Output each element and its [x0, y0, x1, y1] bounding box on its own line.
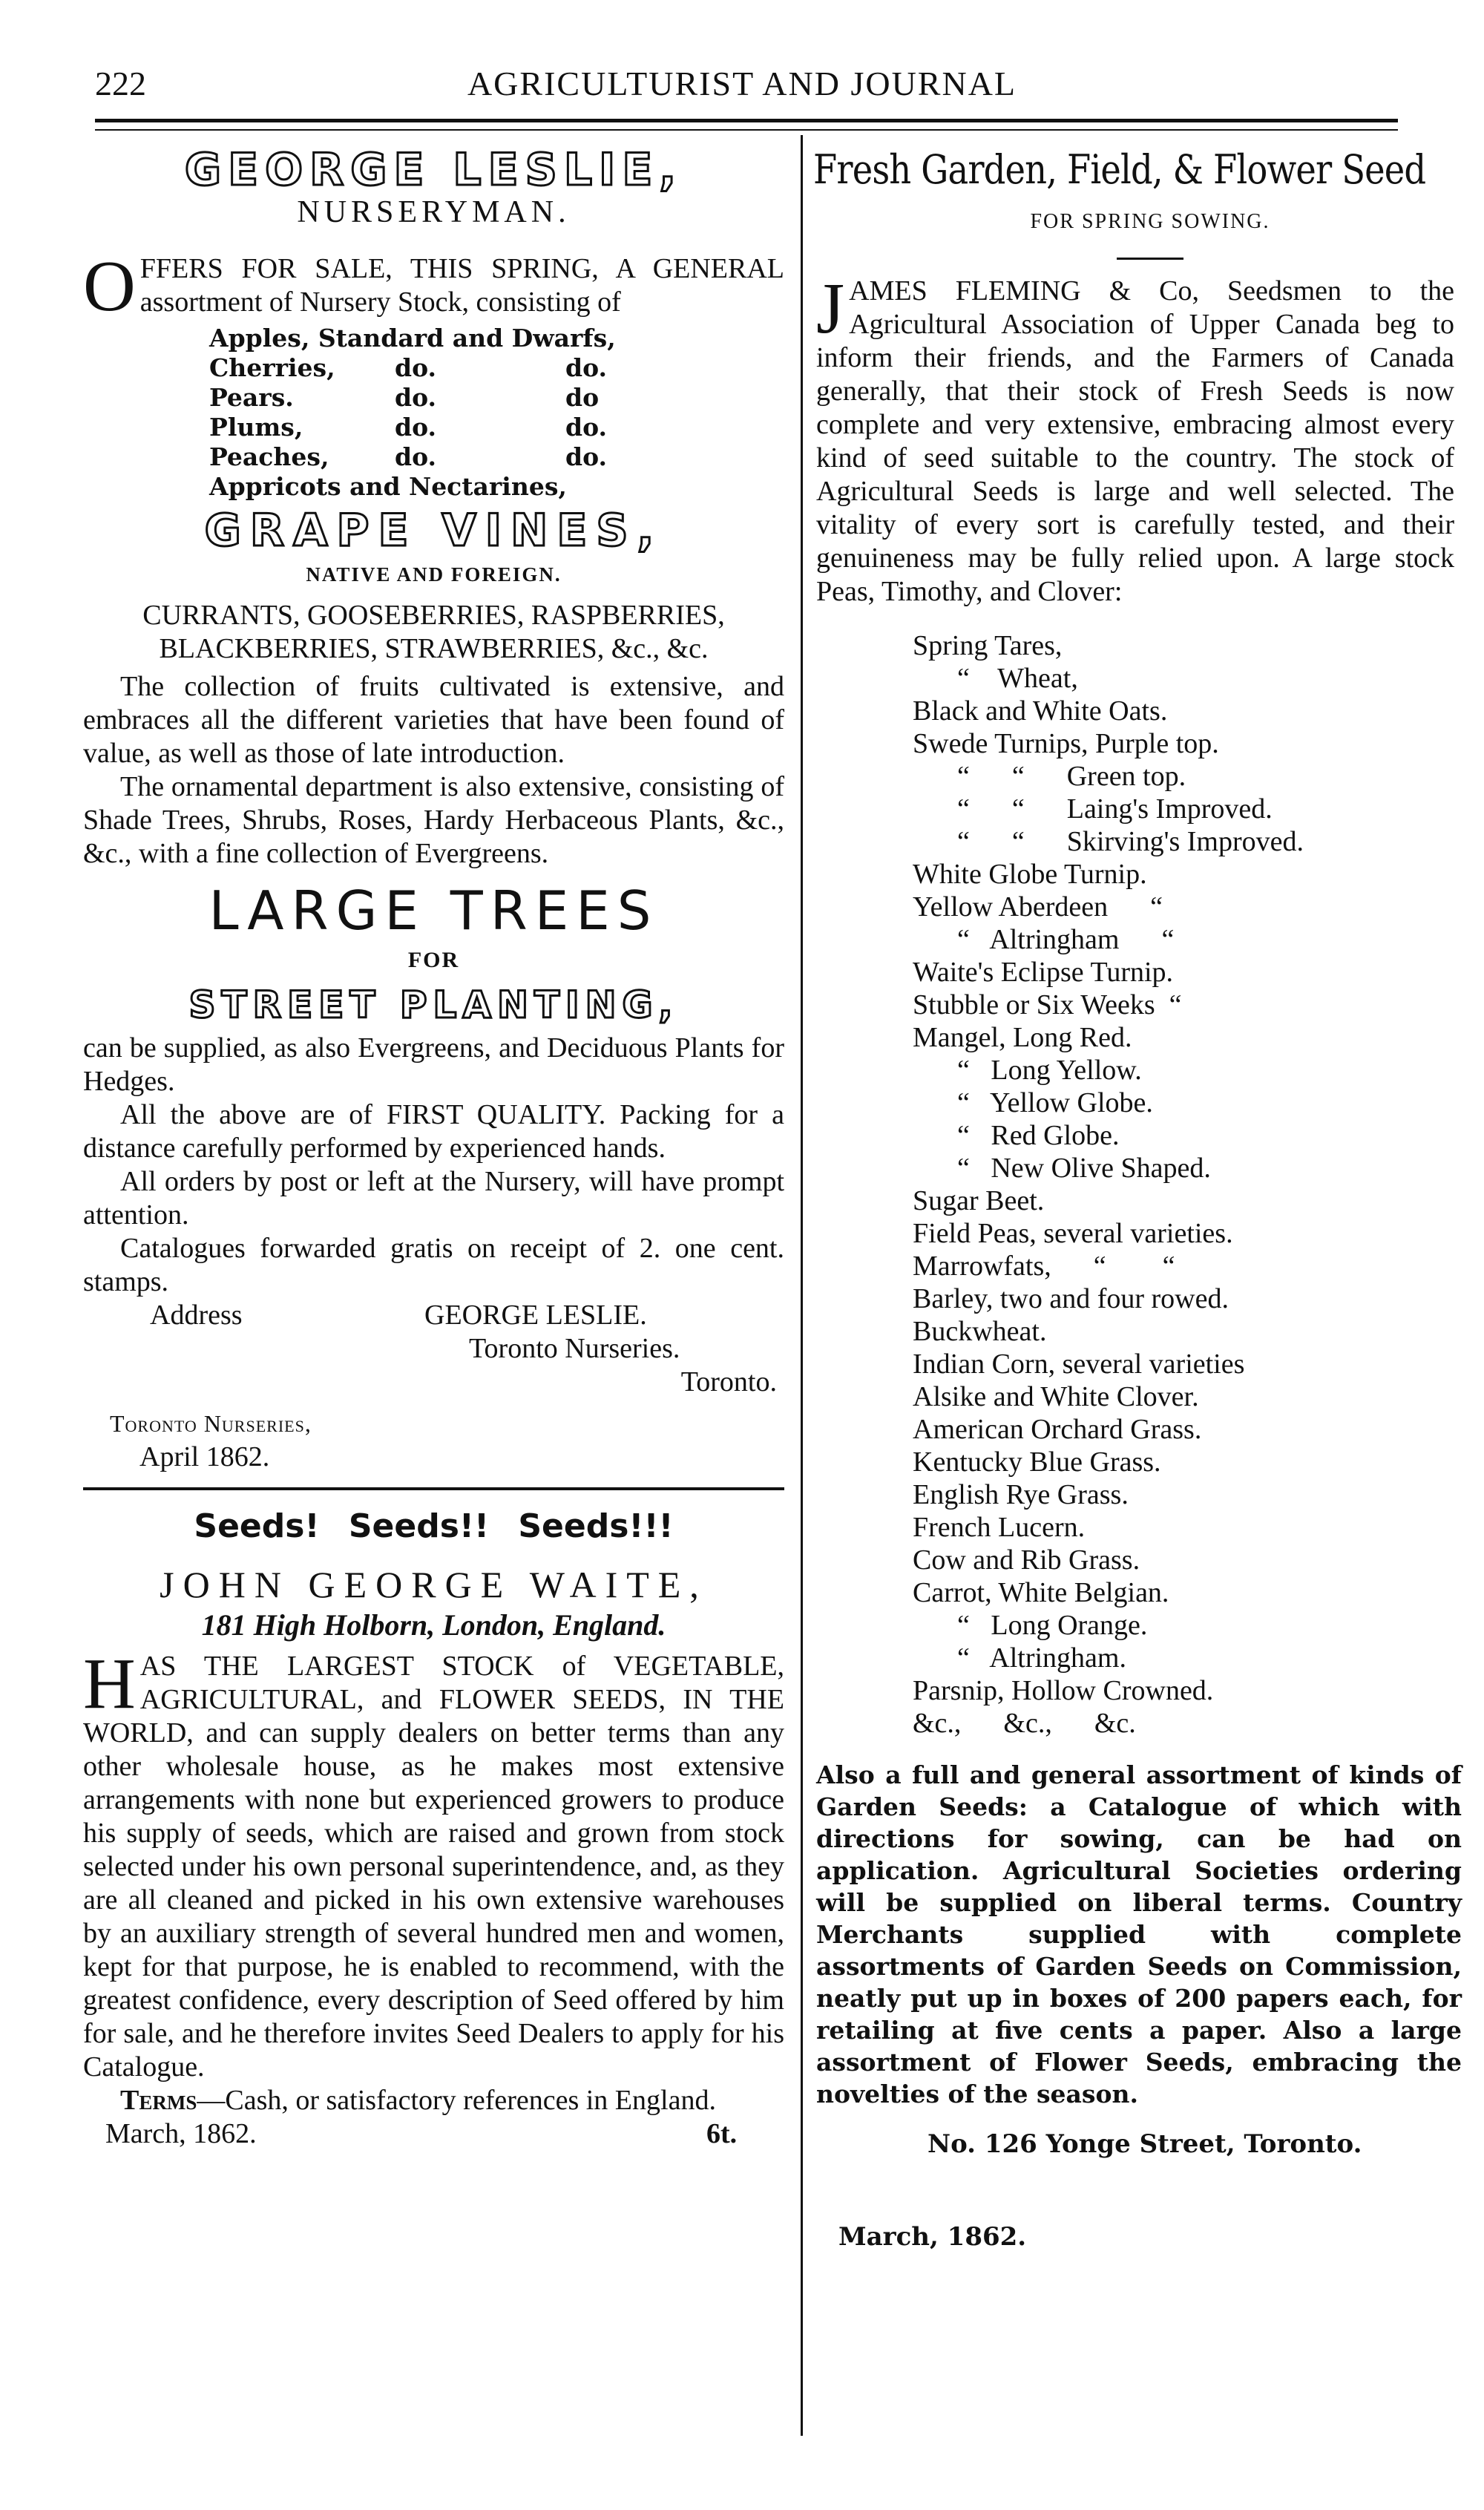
waite-advertisement — [83, 1507, 784, 2155]
seed-list-item: Buckwheat. — [913, 1316, 1047, 1347]
page-number: 222 — [95, 65, 146, 102]
leslie-name: GEORGE LESLIE, — [184, 144, 683, 196]
fleming-dropcap: J — [816, 269, 845, 349]
seed-list-item: “ Red Globe. — [957, 1120, 1120, 1151]
fruit-ditto: do. — [395, 442, 436, 471]
fruit-list — [209, 324, 784, 502]
fruit-ditto: do. — [395, 383, 436, 412]
fruit-row — [209, 353, 784, 383]
street-planting-heading: STREET PLANTING, — [188, 983, 679, 1026]
seed-list-item: Indian Corn, several varieties — [913, 1349, 1245, 1380]
seed-list-item: English Rye Grass. — [913, 1479, 1129, 1510]
seed-list-item: “ Long Orange. — [957, 1610, 1148, 1641]
fruit-name: Plums, — [209, 413, 303, 442]
fleming-intro — [816, 269, 1484, 609]
orders-paragraph: All orders by post or left at the Nursery, will have prompt attention. — [83, 1166, 784, 1231]
large-trees-heading: LARGE TREES — [209, 879, 659, 942]
header-rule-thick — [95, 119, 1398, 122]
fleming-also-paragraph: Also a full and general assortment of kinds of Garden Seeds: a Catalogue of which with directions for sowing, can be had on application. Agricultural Societies ordering will be supplied on liberal terms. Country Merchants supplied with complete assortments of Garden Seeds on Commission, neatly put up in boxes of 200 papers each, for retailing at five cents a paper. Also a large assortment of Flower Seeds, embracing the novelties of the season. — [816, 1760, 1462, 2108]
waite-footer — [83, 2117, 784, 2155]
collection-paragraph: The collection of fruits cultivated is extensive, and embraces all the different varieties that have been found of value, as well as those of late introduction. — [83, 671, 784, 769]
seed-list-item: Kentucky Blue Grass. — [913, 1446, 1161, 1478]
fruit-row — [209, 324, 784, 353]
title-rule — [1117, 258, 1183, 260]
address-name: GEORGE LESLIE. — [424, 1300, 647, 1331]
fruit-name: Appricots and Nectarines, — [209, 472, 567, 501]
seed-list-item: Barley, two and four rowed. — [913, 1283, 1229, 1314]
seed-list-item: Stubble or Six Weeks “ — [913, 989, 1182, 1020]
seed-list-item: Spring Tares, — [913, 630, 1063, 661]
currants-line: CURRANTS, GOOSEBERRIES, RASPBERRIES, BLACKBERRIES, STRAWBERRIES, &c., &c. — [142, 600, 725, 664]
leslie-address-block — [83, 1299, 784, 1403]
seed-list-item: “ “ Green top. — [957, 761, 1186, 792]
seed-list-item: Marrowfats, “ “ — [913, 1251, 1175, 1282]
seed-list-item: Waite's Eclipse Turnip. — [913, 957, 1174, 988]
right-column — [813, 145, 1484, 2254]
leslie-intro-rest: GENERAL assortment of Nursery Stock, consisting of — [139, 253, 784, 318]
fruit-name: Peaches, — [209, 442, 329, 471]
seed-list-item: “ Altringham. — [957, 1642, 1126, 1674]
waite-dropcap: H — [83, 1644, 136, 1724]
seed-list-item: “ “ Laing's Improved. — [957, 793, 1273, 825]
fruit-ditto: do. — [395, 353, 436, 382]
seed-list-item: Field Peas, several varieties. — [913, 1218, 1233, 1249]
column-divider — [801, 135, 803, 2436]
seeds-heading: Seeds! Seeds!! Seeds!!! — [194, 1507, 674, 1545]
leslie-footer-date: April 1862. — [139, 1441, 270, 1472]
leslie-intro — [83, 246, 784, 327]
fruit-row — [209, 472, 784, 502]
running-title: AGRICULTURIST AND JOURNAL — [467, 65, 1017, 102]
fruit-name: Cherries, — [209, 353, 335, 382]
seed-list-item: White Globe Turnip. — [913, 859, 1147, 890]
grape-vines-subheading: NATIVE AND FOREIGN. — [306, 563, 562, 586]
waite-date: March, 1862. — [105, 2118, 257, 2149]
waite-code: 6t. — [706, 2118, 738, 2149]
leslie-dropcap: O — [83, 246, 136, 327]
grape-vines-heading: GRAPE VINES, — [204, 505, 663, 557]
seed-list-item: “ Altringham “ — [957, 924, 1175, 955]
terms-label: Terms — [120, 2085, 197, 2116]
seed-list-item: Parsnip, Hollow Crowned. — [913, 1675, 1214, 1706]
ornamental-paragraph: The ornamental department is also extensive, consisting of Shade Trees, Shrubs, Roses, Hardy Herbaceous Plants, &c., &c., with a fine collection of Evergreens. — [83, 771, 784, 869]
leslie-intro-first: FFERS FOR SALE, THIS SPRING, A — [139, 253, 634, 284]
seed-list-item: French Lucern. — [913, 1512, 1086, 1543]
waite-terms — [83, 2084, 784, 2117]
header-rule-thin — [95, 129, 1398, 131]
address-line2: Toronto Nurseries. — [469, 1333, 680, 1364]
seed-list-item: Cow and Rib Grass. — [913, 1544, 1140, 1576]
seed-list-item: “ New Olive Shaped. — [957, 1153, 1211, 1184]
fleming-advertisement — [813, 145, 1484, 2254]
fruit-ditto: do. — [565, 442, 607, 471]
waite-body-text: AS THE LARGEST STOCK of VEGETABLE, AGRICULTURAL, and FLOWER SEEDS, IN THE WORLD, and can supply dealers on better terms than any other wholesale house, as he makes most extensive arrangements with none but experienced growers to produce his supply of seeds, which are raised and grown from stock selected under his own personal superintendence, and, as they are all cleaned and picked in his own extensive warehouses by an auxiliary strength of several hundred men and women, kept for that purpose, he is enabled to recommend, with the greatest confidence, every description of Seed offered by him for sale, and he therefore invites Seed Dealers to apply for his Catalogue. — [83, 1651, 784, 2083]
fruit-ditto: do — [565, 383, 600, 412]
seed-list-item: American Orchard Grass. — [913, 1414, 1202, 1445]
fruit-row — [209, 383, 784, 413]
fruit-name: Apples, Standard and Dwarfs, — [209, 324, 616, 353]
address-line3: Toronto. — [680, 1366, 777, 1397]
waite-name: JOHN GEORGE WAITE, — [160, 1564, 708, 1605]
fleming-subtitle: FOR SPRING SOWING. — [1030, 210, 1270, 233]
seed-list-item: Swede Turnips, Purple top. — [913, 728, 1219, 759]
seed-list-item: “ “ Skirving's Improved. — [957, 826, 1304, 857]
seed-list-item: &c., &c., &c. — [913, 1708, 1136, 1739]
leslie-advertisement — [83, 145, 784, 1474]
seed-list-item: Carrot, White Belgian. — [913, 1577, 1169, 1608]
seed-list — [913, 629, 1484, 1740]
seed-list-item: Sugar Beet. — [913, 1185, 1045, 1216]
fleming-title: Fresh Garden, Field, & Flower Seed — [813, 146, 1426, 193]
waite-address: 181 High Holborn, London, England. — [201, 1608, 666, 1642]
fleming-date: March, 1862. — [838, 2222, 1027, 2252]
seed-list-item: Alsike and White Clover. — [913, 1381, 1199, 1412]
fruit-ditto: do. — [395, 413, 436, 442]
seed-list-item: “ Wheat, — [957, 663, 1078, 694]
fleming-address: No. 126 Yonge Street, Toronto. — [928, 2129, 1362, 2159]
fruit-row — [209, 413, 784, 442]
fruit-ditto: do. — [565, 413, 607, 442]
section-rule — [83, 1487, 784, 1490]
quality-paragraph: All the above are of FIRST QUALITY. Packing for a distance carefully performed by experienced hands. — [83, 1099, 784, 1164]
leslie-footer-place: Toronto Nurseries, — [110, 1410, 312, 1437]
seed-list-item: “ Long Yellow. — [957, 1055, 1142, 1086]
catalogues-paragraph: Catalogues forwarded gratis on receipt of 2. one cent. stamps. — [83, 1233, 784, 1297]
for-word: FOR — [407, 948, 460, 972]
terms-text: —Cash, or satisfactory references in England. — [197, 2085, 716, 2116]
seed-list-item: Black and White Oats. — [913, 695, 1168, 727]
left-column — [83, 145, 784, 2155]
waite-body — [83, 1644, 784, 2084]
fleming-intro-text: AMES FLEMING & Co, Seedsmen to the Agricultural Association of Upper Canada beg to inform their friends, and the Farmers of Canada generally, that their stock of Fresh Seeds is now complete and very extensive, embracing almost every kind of seed suitable to the country. The stock of Agricultural Seeds is large and well selected. The vitality of every sort is carefully tested, and their genuineness may be fully relied upon. A large stock Peas, Timothy, and Clover: — [816, 275, 1454, 607]
seed-list-item: “ Yellow Globe. — [957, 1087, 1153, 1118]
supplied-paragraph: can be supplied, as also Evergreens, and Deciduous Plants for Hedges. — [83, 1032, 784, 1097]
address-label: Address — [150, 1300, 243, 1331]
fruit-name: Pears. — [209, 383, 294, 412]
fruit-ditto: do. — [565, 353, 607, 382]
seed-list-item: Yellow Aberdeen “ — [913, 891, 1163, 923]
fruit-row — [209, 442, 784, 472]
leslie-title: NURSERYMAN. — [297, 195, 571, 229]
seed-list-item: Mangel, Long Red. — [913, 1022, 1132, 1053]
